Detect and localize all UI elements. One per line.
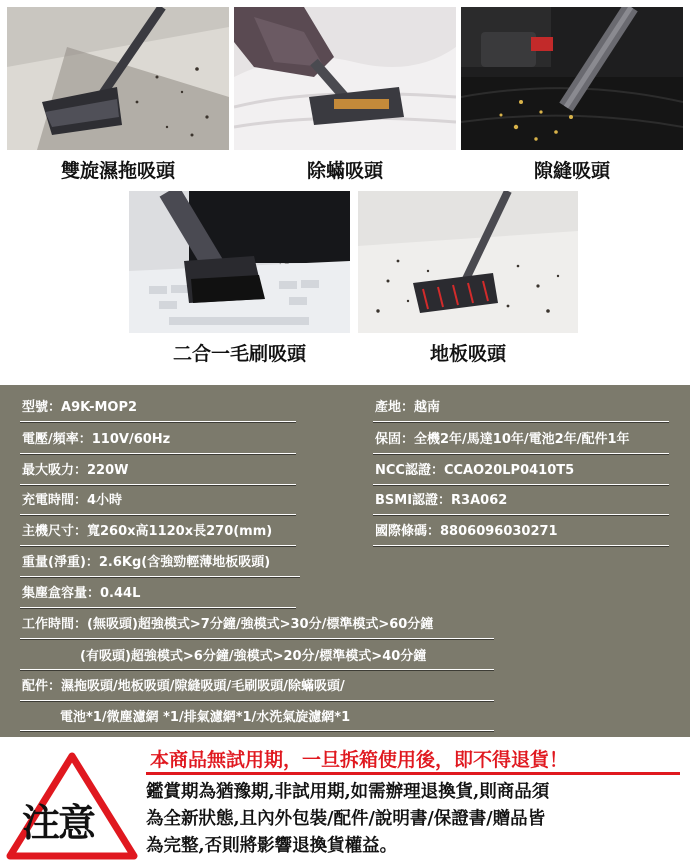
- spec-warranty: 保固：全機2年/馬達10年/電池2年/配件1年: [375, 432, 630, 447]
- divider: [373, 453, 669, 454]
- spec-barcode: 國際條碼：8806096030271: [375, 524, 558, 539]
- spec-dimensions: 主機尺寸：寬260x高1120x長270(mm): [22, 524, 273, 539]
- divider: [20, 638, 494, 639]
- spec-suction: 最大吸力：220W: [22, 463, 129, 478]
- spec-panel: [0, 385, 690, 737]
- divider: [20, 669, 494, 670]
- divider: [373, 545, 669, 546]
- mite-head-photo: [234, 7, 456, 150]
- product-caption: 二合一毛刷吸頭: [172, 343, 306, 365]
- notice-body-line: 鑑賞期為猶豫期,非試用期,如需辦理退換貨,則商品須: [146, 782, 550, 802]
- notice-body-line: 為完整,否則將影響退換貨權益。: [146, 836, 398, 856]
- divider: [20, 453, 296, 454]
- spec-weight: 重量(淨重)：2.6Kg(含強勁輕薄地板吸頭): [22, 555, 271, 570]
- divider: [20, 545, 296, 546]
- product-caption: 隙縫吸頭: [533, 160, 610, 182]
- spec-bsmi: BSMI認證：R3A062: [375, 493, 508, 508]
- divider: [20, 607, 296, 608]
- crevice-tool-photo: [461, 7, 683, 150]
- spec-charge-time: 充電時間：4小時: [22, 493, 123, 508]
- spec-work-time-line2: (有吸頭)超強模式>6分鐘/強模式>20分/標準模式>40分鐘: [80, 649, 427, 664]
- spec-accessories-line2: 電池*1/微塵濾網 *1/排氣濾網*1/水洗氣旋濾網*1: [60, 710, 351, 725]
- spec-model: 型號：A9K-MOP2: [22, 400, 138, 415]
- divider: [373, 484, 669, 485]
- divider: [20, 700, 494, 701]
- spec-voltage: 電壓/頻率：110V/60Hz: [22, 432, 171, 447]
- divider: [373, 421, 669, 422]
- divider: [20, 730, 494, 731]
- spec-dust-capacity: 集塵盒容量：0.44L: [22, 586, 141, 601]
- divider: [20, 514, 296, 515]
- divider: [20, 421, 296, 422]
- spec-work-time: 工作時間：(無吸頭)超強模式>7分鐘/強模式>30分/標準模式>60分鐘: [22, 617, 434, 632]
- brush-head-photo: [129, 191, 350, 333]
- spec-ncc: NCC認證：CCAO20LP0410T5: [375, 463, 575, 478]
- mop-head-photo: [7, 7, 229, 150]
- product-caption: 雙旋濕拖吸頭: [60, 160, 175, 182]
- product-caption: 除蟎吸頭: [306, 160, 383, 182]
- return-policy-notice: [0, 737, 690, 860]
- divider: [20, 484, 296, 485]
- floor-head-photo: [358, 191, 578, 333]
- warning-label: 注意: [22, 800, 95, 845]
- spec-accessories: 配件：濕拖吸頭/地板吸頭/隙縫吸頭/毛刷吸頭/除蟎吸頭/: [22, 679, 345, 694]
- headline-underline: [146, 772, 680, 775]
- notice-body: [146, 779, 686, 860]
- notice-body-line: 為全新狀態,且內外包裝/配件/說明書/保證書/贈品皆: [146, 809, 546, 829]
- notice-headline: 本商品無試用期，一旦拆箱使用後，即不得退貨！: [150, 749, 569, 771]
- product-caption: 地板吸頭: [429, 343, 506, 365]
- spec-origin: 產地：越南: [375, 400, 441, 415]
- divider: [20, 576, 300, 577]
- divider: [373, 514, 669, 515]
